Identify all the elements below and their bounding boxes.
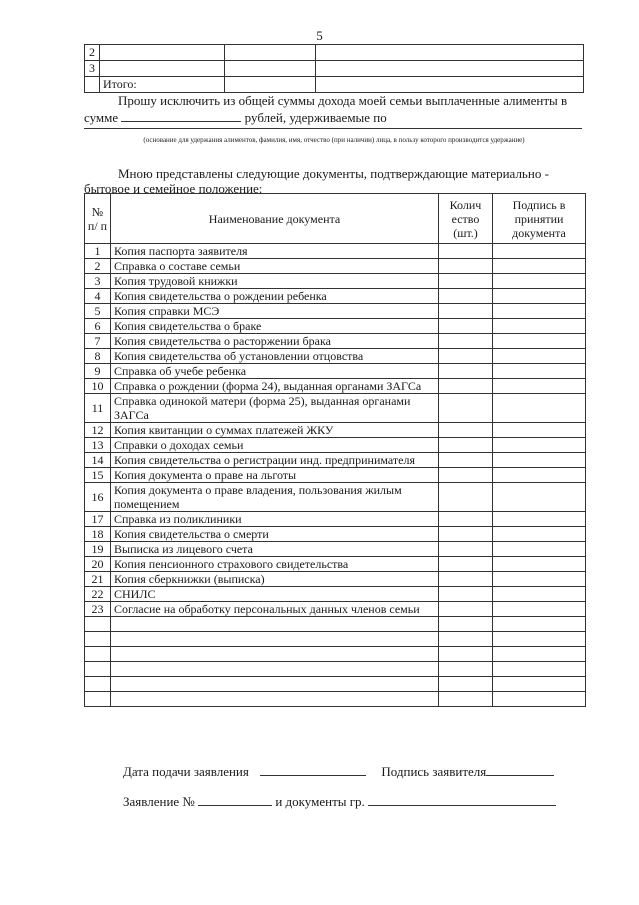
row-qty-cell[interactable] [439,602,493,617]
footer-date-line [123,763,554,780]
row-document-name: СНИЛС [111,587,439,602]
row-num: 14 [85,453,111,468]
table-row [85,632,586,647]
income-row-num: 3 [85,61,100,77]
row-signature-cell[interactable] [493,572,586,587]
row-signature-cell[interactable] [493,677,586,692]
documents-table [84,193,586,707]
row-document-name: Справка о рождении (форма 24), выданная органами ЗАГСа [111,379,439,394]
row-qty-cell[interactable] [439,319,493,334]
row-num: 16 [85,483,111,512]
table-row [85,334,586,349]
row-document-name: Справка из поликлиники [111,512,439,527]
row-num: 8 [85,349,111,364]
income-row-label: Итого: [100,77,225,93]
row-num: 21 [85,572,111,587]
row-signature-cell[interactable] [493,349,586,364]
income-table-tail [84,44,584,93]
row-document-name: Копия сберкнижки (выписка) [111,572,439,587]
row-signature-cell[interactable] [493,692,586,707]
row-document-name: Копия свидетельства о браке [111,319,439,334]
table-row [85,617,586,632]
row-signature-cell[interactable] [493,483,586,512]
header-sign: Подпись в принятии документа [493,194,586,244]
statement-label: Заявление № [123,794,195,809]
row-document-name [111,617,439,632]
row-num: 5 [85,304,111,319]
table-row [85,647,586,662]
row-num: 13 [85,438,111,453]
row-signature-cell[interactable] [493,587,586,602]
table-row [85,319,586,334]
header-name: Наименование документа [111,194,439,244]
documents-person-field[interactable] [368,793,556,806]
row-qty-cell[interactable] [439,692,493,707]
row-signature-cell[interactable] [493,662,586,677]
income-row-cell[interactable] [316,61,584,77]
date-label: Дата подачи заявления [123,764,249,779]
row-num: 20 [85,557,111,572]
row-qty-cell[interactable] [439,557,493,572]
row-qty-cell[interactable] [439,647,493,662]
table-row [85,662,586,677]
row-document-name: Копия свидетельства об установлении отцовства [111,349,439,364]
row-qty-cell[interactable] [439,512,493,527]
alimony-text-line1: Прошу исключить из общей суммы дохода моей семьи выплаченные алименты в [118,93,568,108]
row-signature-cell[interactable] [493,512,586,527]
row-qty-cell[interactable] [439,572,493,587]
row-num [85,632,111,647]
row-signature-cell[interactable] [493,527,586,542]
documents-person-label: и документы гр. [275,794,365,809]
row-document-name: Выписка из лицевого счета [111,542,439,557]
alimony-sum-field[interactable] [121,109,241,122]
header-num: № п/ п [85,194,111,244]
row-signature-cell[interactable] [493,394,586,423]
income-row [85,77,584,93]
row-num: 3 [85,274,111,289]
row-document-name: Справки о доходах семьи [111,438,439,453]
row-qty-cell[interactable] [439,423,493,438]
table-row [85,289,586,304]
row-num: 15 [85,468,111,483]
row-signature-cell[interactable] [493,647,586,662]
row-qty-cell[interactable] [439,483,493,512]
table-row [85,364,586,379]
alimony-note: (основание для удержания алиментов, фамилия, имя, отчество (при наличии) лица, в пользу которого производится удержание) [143,136,525,144]
table-row [85,677,586,692]
row-document-name: Согласие на обработку персональных данных членов семьи [111,602,439,617]
row-signature-cell[interactable] [493,423,586,438]
header-qty: Колич ество (шт.) [439,194,493,244]
row-document-name [111,677,439,692]
row-qty-cell[interactable] [439,244,493,259]
table-row [85,259,586,274]
row-document-name: Копия квитанции о суммах платежей ЖКУ [111,423,439,438]
row-num [85,617,111,632]
row-qty-cell[interactable] [439,274,493,289]
table-row [85,542,586,557]
documents-intro-line2: бытовое и семейное положение: [84,181,263,196]
row-qty-cell[interactable] [439,617,493,632]
income-row-cell[interactable] [316,77,584,93]
row-signature-cell[interactable] [493,438,586,453]
table-row [85,483,586,512]
row-document-name: Копия пенсионного страхового свидетельства [111,557,439,572]
alimony-basis-label: рублей, удерживаемые по [244,110,387,125]
row-signature-cell[interactable] [493,557,586,572]
row-qty-cell[interactable] [439,468,493,483]
row-num [85,677,111,692]
table-row [85,423,586,438]
row-document-name: Копия документа о праве владения, пользования жилым помещением [111,483,439,512]
row-signature-cell[interactable] [493,453,586,468]
table-row [85,692,586,707]
income-row [85,61,584,77]
row-document-name: Копия свидетельства о смерти [111,527,439,542]
table-row [85,244,586,259]
row-qty-cell[interactable] [439,453,493,468]
table-row [85,512,586,527]
income-row-cell[interactable] [225,61,316,77]
page-number: 5 [316,28,323,43]
table-row [85,557,586,572]
row-qty-cell[interactable] [439,394,493,423]
row-qty-cell[interactable] [439,304,493,319]
table-row [85,349,586,364]
row-document-name: Справка об учебе ребенка [111,364,439,379]
row-signature-cell[interactable] [493,542,586,557]
row-signature-cell[interactable] [493,289,586,304]
alimony-basis-field[interactable] [84,128,582,129]
row-qty-cell[interactable] [439,542,493,557]
row-signature-cell[interactable] [493,274,586,289]
row-qty-cell[interactable] [439,662,493,677]
row-qty-cell[interactable] [439,259,493,274]
row-num: 4 [85,289,111,304]
row-document-name: Копия свидетельства о рождении ребенка [111,289,439,304]
table-row [85,602,586,617]
table-row [85,587,586,602]
row-num: 22 [85,587,111,602]
row-signature-cell[interactable] [493,468,586,483]
income-row-cell[interactable] [316,45,584,61]
row-signature-cell[interactable] [493,379,586,394]
row-num: 12 [85,423,111,438]
row-qty-cell[interactable] [439,349,493,364]
row-signature-cell[interactable] [493,319,586,334]
table-row [85,527,586,542]
income-row-num: 2 [85,45,100,61]
row-document-name: Копия свидетельства о регистрации инд. предпринимателя [111,453,439,468]
row-num: 17 [85,512,111,527]
signature-field[interactable] [486,763,554,776]
income-row-label [100,45,225,61]
row-num: 9 [85,364,111,379]
row-num: 11 [85,394,111,423]
row-signature-cell[interactable] [493,602,586,617]
row-document-name: Справка о составе семьи [111,259,439,274]
row-signature-cell[interactable] [493,632,586,647]
table-row [85,468,586,483]
row-signature-cell[interactable] [493,334,586,349]
row-qty-cell[interactable] [439,364,493,379]
row-num: 23 [85,602,111,617]
row-qty-cell[interactable] [439,527,493,542]
row-document-name: Копия паспорта заявителя [111,244,439,259]
row-num: 1 [85,244,111,259]
alimony-sum-label: сумме [84,110,119,125]
row-document-name [111,692,439,707]
row-num [85,647,111,662]
date-field[interactable] [260,763,366,776]
table-row [85,304,586,319]
row-num: 10 [85,379,111,394]
table-row [85,572,586,587]
row-qty-cell[interactable] [439,379,493,394]
row-document-name: Копия свидетельства о расторжении брака [111,334,439,349]
row-signature-cell[interactable] [493,244,586,259]
row-signature-cell[interactable] [493,364,586,379]
row-num: 19 [85,542,111,557]
income-row-cell[interactable] [225,77,316,93]
row-document-name [111,662,439,677]
row-document-name [111,632,439,647]
row-signature-cell[interactable] [493,304,586,319]
row-document-name: Копия документа о праве на льготы [111,468,439,483]
signature-label: Подпись заявителя [381,764,487,779]
statement-number-field[interactable] [198,793,272,806]
row-qty-cell[interactable] [439,632,493,647]
income-row-num [85,77,100,93]
alimony-text-line2 [84,109,584,126]
row-num [85,692,111,707]
row-num [85,662,111,677]
table-row [85,453,586,468]
income-row-cell[interactable] [225,45,316,61]
row-num: 7 [85,334,111,349]
table-row [85,274,586,289]
row-signature-cell[interactable] [493,617,586,632]
income-row-label [100,61,225,77]
row-qty-cell[interactable] [439,438,493,453]
table-row [85,394,586,423]
row-qty-cell[interactable] [439,334,493,349]
row-qty-cell[interactable] [439,587,493,602]
table-row [85,379,586,394]
row-num: 6 [85,319,111,334]
income-row [85,45,584,61]
documents-intro-line1: Мною представлены следующие документы, подтверждающие материально - [118,166,549,181]
row-signature-cell[interactable] [493,259,586,274]
table-row [85,438,586,453]
row-qty-cell[interactable] [439,289,493,304]
row-num: 2 [85,259,111,274]
row-document-name: Копия трудовой книжки [111,274,439,289]
footer-statement-line [123,793,556,810]
row-qty-cell[interactable] [439,677,493,692]
row-num: 18 [85,527,111,542]
row-document-name: Копия справки МСЭ [111,304,439,319]
row-document-name [111,647,439,662]
row-document-name: Справка одинокой матери (форма 25), выданная органами ЗАГСа [111,394,439,423]
